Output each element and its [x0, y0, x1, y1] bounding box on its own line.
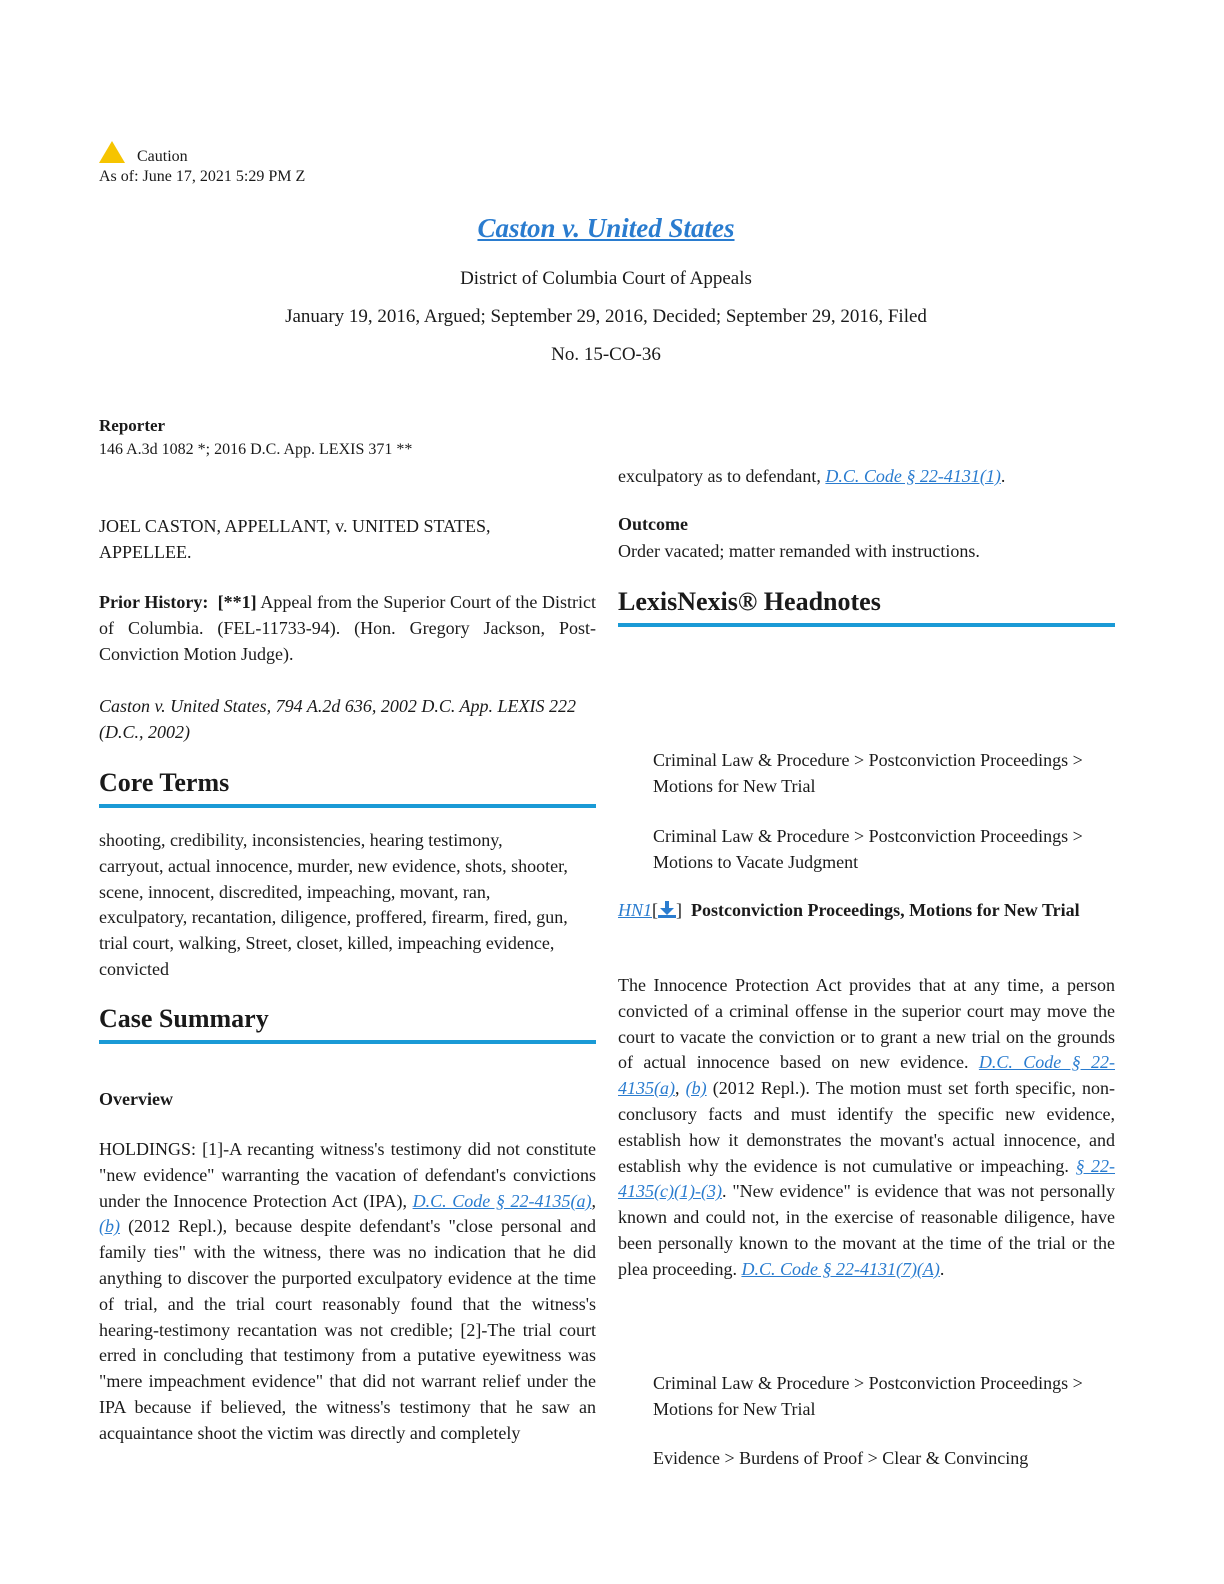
statute-link-4135b[interactable]: (b) — [99, 1216, 120, 1237]
hn1-link[interactable]: HN1 — [618, 900, 653, 920]
headnote-topic-2[interactable]: Criminal Law & Procedure > Postconviction Proceedings > Motions to Vacate Judgment — [653, 826, 1083, 872]
headnote-hn1-title — [618, 898, 1115, 924]
statute-link-4131-7a[interactable]: D.C. Code § 22-4131(7)(A) — [741, 1258, 940, 1279]
warning-triangle-icon — [99, 141, 125, 163]
holdings-text — [99, 1137, 596, 1447]
prior-history-text: Appeal from the Superior Court of the District of Columbia. (FEL-11733-94). (Hon. Gregory Jackson, Post-Conviction Motion Judge). — [99, 592, 596, 664]
court-name: District of Columbia Court of Appeals — [460, 268, 752, 289]
overview-label: Overview — [99, 1089, 173, 1109]
hn1-title-text: Postconviction Proceedings, Motions for New Trial — [691, 900, 1080, 920]
headnote-topic-3[interactable]: Criminal Law & Procedure > Postconviction Proceedings > Motions for New Trial — [653, 1373, 1083, 1419]
bracket-open: [ — [652, 900, 659, 920]
holdings-continued-text: exculpatory as to defendant, — [618, 466, 826, 486]
parties: JOEL CASTON, APPELLANT, v. UNITED STATES, APPELLEE. — [99, 516, 491, 562]
as-of-date: As of: June 17, 2021 5:29 PM Z — [99, 168, 306, 185]
hn1-body-part-3: . "New evidence" is evidence that was not personally known and could not, in the exercise of reasonable diligence, have been personally known to the movant at the time of the trial or the plea proceeding. — [618, 1181, 1115, 1279]
headnote-topic-1[interactable]: Criminal Law & Procedure > Postconviction Proceedings > Motions for New Trial — [653, 750, 1083, 796]
caution-status — [99, 141, 188, 167]
holdings-part-b: (2012 Repl.), because despite defendant's "close personal and family ties" with the witness, there was no indication that he did anything to discover the purported exculpatory evidence at the time of trial, and the trial court reasonably found that the witness's hearing-testimony recantation was not credible; [2]-The trial court erred in concluding that testimony from a putative eyewitness was "mere impeachment evidence" that did not warrant relief under the IPA because if believed, the witness's testimony that he saw an acquaintance shoot the victim was directly and completely — [99, 1216, 596, 1443]
case-summary-heading: Case Summary — [99, 1004, 596, 1044]
hn1-body-part-1: The Innocence Protection Act provides that at any time, a person convicted of a criminal offense in the superior court may move the court to vacate the conviction or to grant a new trial on the grounds of actual innocence based on new evidence. — [618, 975, 1115, 1073]
statute-link-4135c[interactable]: § 22-4135(c)(1)-(3) — [618, 1155, 1115, 1202]
holdings-part-a: HOLDINGS: [1]-A recanting witness's testimony did not constitute "new evidence" warranting the vacation of defendant's convictions under the Innocence Protection Act (IPA), — [99, 1139, 596, 1211]
separator: , — [675, 1078, 686, 1099]
reporter-citation: 146 A.3d 1082 *; 2016 D.C. App. LEXIS 371 ** — [99, 441, 413, 458]
prior-history-citation: Caston v. United States, 794 A.2d 636, 2002 D.C. App. LEXIS 222 (D.C., 2002) — [99, 696, 576, 742]
separator: , — [591, 1190, 596, 1211]
docket-number: No. 15-CO-36 — [551, 344, 661, 365]
outcome-text: Order vacated; matter remanded with instructions. — [618, 541, 980, 561]
reporter-label: Reporter — [99, 416, 166, 435]
download-icon[interactable] — [658, 900, 676, 918]
core-terms-heading: Core Terms — [99, 768, 596, 808]
statute-link-4135a-hn[interactable]: D.C. Code § 22-4135(a) — [618, 1052, 1115, 1099]
statute-link-4135b-hn[interactable]: (b) — [685, 1078, 707, 1099]
headnote-hn1-body — [618, 973, 1115, 1283]
outcome-label: Outcome — [618, 514, 688, 534]
statute-link-4135a[interactable]: D.C. Code § 22-4135(a) — [412, 1190, 592, 1211]
hn1-body-part-2: (2012 Repl.). The motion must set forth specific, non-conclusory facts and must identify the specific new evidence, establish how it demonstrates the movant's actual innocence, and establish why the evidence is not cumulative or impeaching. — [618, 1078, 1115, 1176]
caution-label: Caution — [137, 148, 188, 165]
statute-link-4131-1[interactable]: D.C. Code § 22-4131(1) — [825, 466, 1001, 486]
holdings-continued — [618, 464, 1115, 490]
period: . — [939, 1258, 945, 1279]
headnotes-heading: LexisNexis® Headnotes — [618, 587, 1115, 627]
case-title[interactable]: Caston v. United States — [477, 213, 735, 243]
prior-history-label: Prior History: — [99, 592, 209, 612]
core-terms-list: shooting, credibility, inconsistencies, hearing testimony, carryout, actual innocence, murder, new evidence, shots, shooter, scene, innocent, discredited, impeaching, movant, ran, exculpatory, recantation, diligence, proffered, firearm, fired, gun, trial court, walking, Street, closet, killed, impeaching evidence, convicted — [99, 830, 568, 979]
bracket-close: ] — [676, 900, 683, 920]
case-dates: January 19, 2016, Argued; September 29, 2016, Decided; September 29, 2016, Filed — [285, 306, 927, 327]
headnote-topic-4[interactable]: Evidence > Burdens of Proof > Clear & Convincing — [653, 1448, 1029, 1468]
prior-history — [99, 590, 596, 667]
page-marker: [**1] — [217, 592, 257, 612]
period: . — [1000, 466, 1006, 486]
